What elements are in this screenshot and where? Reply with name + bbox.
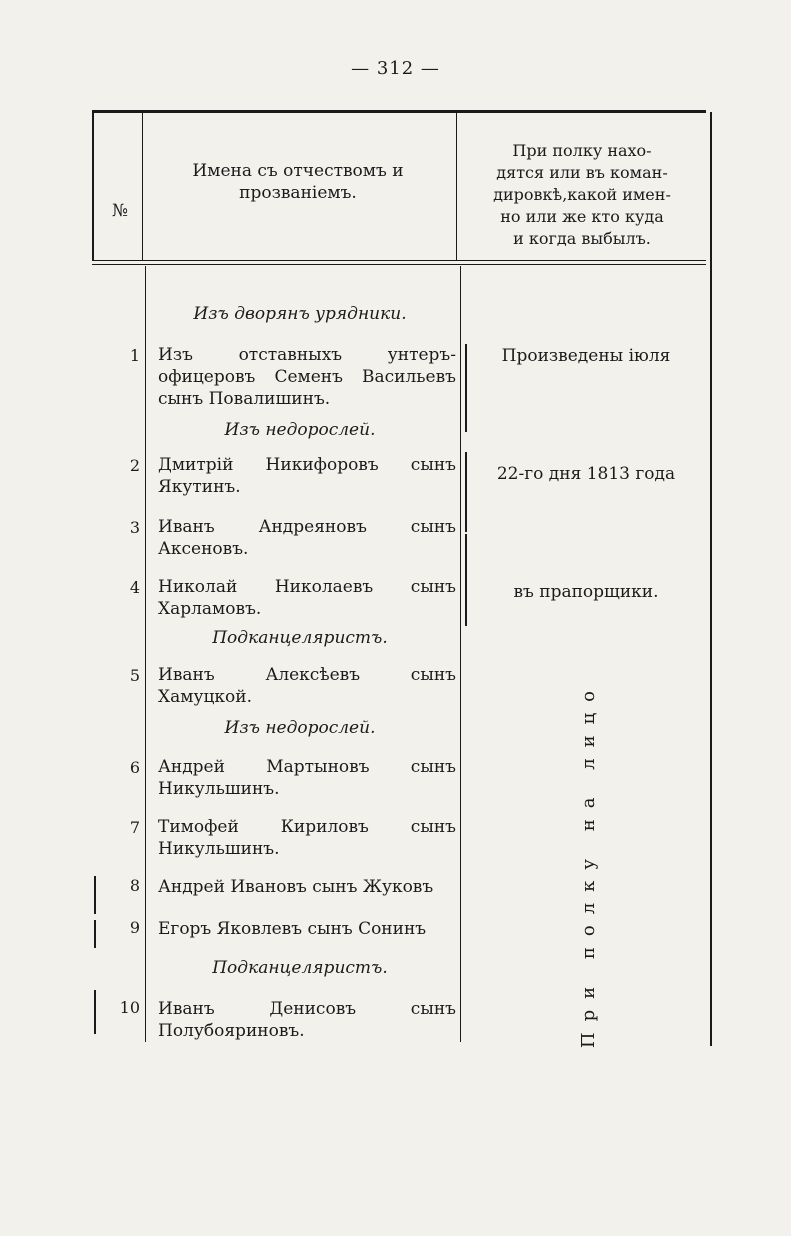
header-status-line: дировкѣ,какой имен- [493,185,671,204]
section-heading: Изъ недорослей. [224,420,376,440]
header-number: № [111,201,129,221]
row-name: Андрей Мартыновъ сынъ Никульшинъ. [158,757,456,799]
row-number: 7 [129,818,140,837]
row-name: Егоръ Яковлевъ сынъ Сонинъ [158,919,427,939]
row-name: Андрей Ивановъ сынъ Жуковъ [158,877,434,897]
row-number: 10 [119,998,140,1017]
promotion-line-3: въ прапорщики. [513,582,659,602]
table-top-rule [92,110,706,113]
header-status-line: При полку нахо- [512,141,652,160]
header-status-line: и когда выбылъ. [513,229,651,248]
row-number: 5 [129,666,140,685]
promotion-line-2: 22-го дня 1813 года [496,464,676,484]
section-heading: Изъ дворянъ урядники. [193,304,407,324]
column-divider-1-body [145,266,146,1042]
row-name: Тимофей Кириловъ сынъ Никульшинъ. [158,817,456,859]
row-number: 9 [129,918,140,937]
row-name: Иванъ Алексѣевъ сынъ Хамуцкой. [158,665,456,707]
row-number: 4 [129,578,140,597]
row-name: Иванъ Денисовъ сынъ Полубояриновъ. [158,999,456,1041]
bracket-rule-2 [465,452,467,532]
row-name: Николай Николаевъ сынъ Харламовъ. [158,577,456,619]
row-number: 1 [129,346,140,365]
column-divider-1 [142,112,143,260]
page-number: — 312 — [351,58,440,79]
column-divider-2-body [460,266,461,1042]
header-status [464,140,700,250]
row-number: 2 [129,456,140,475]
row-name: Дмитрій Никифоровъ сынъ Якутинъ. [158,455,456,497]
vertical-status-text: При полку на лицо [578,680,599,1049]
row-name: Иванъ Андреяновъ сынъ Аксеновъ. [158,517,456,559]
table-left-rule [92,112,94,260]
header-names: Имена съ отчествомъ и прозваніемъ. [192,161,404,203]
promotion-line-1: Произведены іюля [501,346,671,366]
section-heading: Подканцеляристъ. [212,628,388,648]
header-status-line: но или же кто куда [500,207,664,226]
row-number: 3 [129,518,140,537]
bracket-rule-1 [465,344,467,432]
header-status-line: дятся или въ коман- [496,163,668,182]
table-right-rule [710,112,712,1046]
bracket-rule-3 [465,534,467,626]
section-heading: Изъ недорослей. [224,718,376,738]
column-divider-2 [456,112,457,260]
section-heading: Подканцеляристъ. [212,958,388,978]
row-number: 6 [129,758,140,777]
row-name: Изъ отставныхъ унтеръ-офицеровъ Семенъ Васильевъ сынъ Повалишинъ. [158,345,456,409]
row-number: 8 [129,876,140,895]
header-bottom-rule [92,260,706,261]
header-bottom-rule-double [92,264,706,265]
